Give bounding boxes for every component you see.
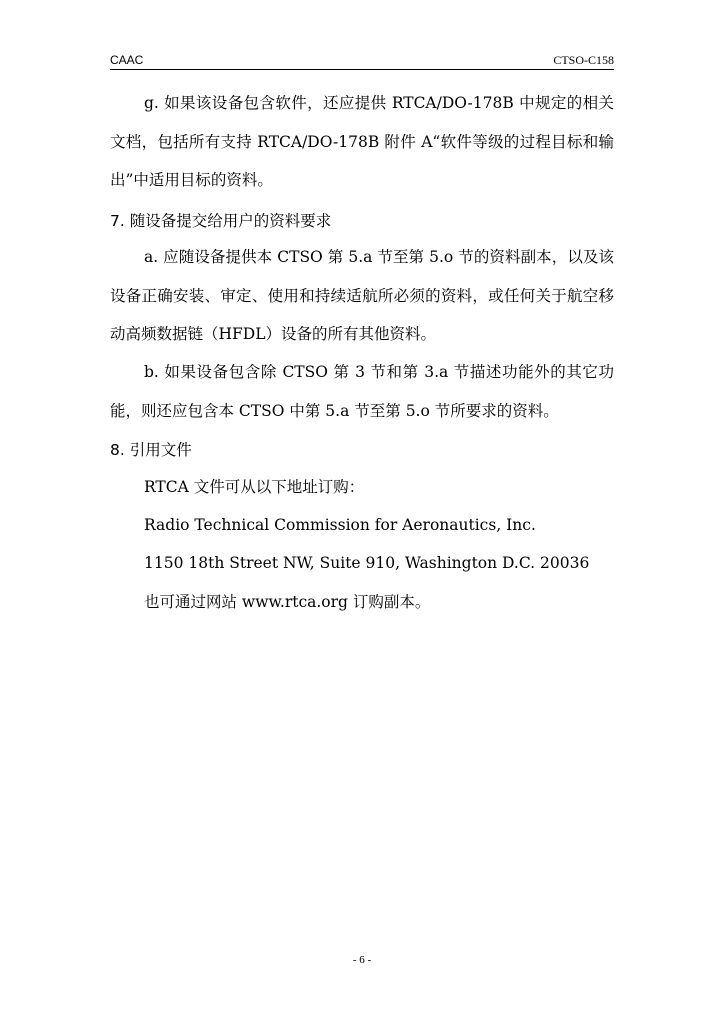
paragraph-7a: a. 应随设备提供本 CTSO 第 5.a 节至第 5.o 节的资料副本，以及该设备正确安装、审定、使用和持续适航所必须的资料，或任何关于航空移动高频数据链（HFDL）设备的所有其他资料。 (110, 248, 614, 343)
paragraph-6g: g. 如果该设备包含软件，还应提供 RTCA/DO-178B 中规定的相关文档，包括所有支持 RTCA/DO-178B 附件 A“软件等级的过程目标和输出”中适用目标的资料。 (110, 94, 614, 189)
reference-address: 1150 18th Street NW, Suite 910, Washington D.C. 20036 (144, 554, 590, 572)
header-divider (110, 69, 614, 70)
reference-organization: Radio Technical Commission for Aeronautics, Inc. (144, 516, 536, 534)
paragraph-7b: b. 如果设备包含除 CTSO 第 3 节和第 3.a 节描述功能外的其它功能，则还应包含本 CTSO 中第 5.a 节至第 5.o 节所要求的资料。 (110, 363, 614, 420)
section-7-heading: 7. 随设备提交给用户的资料要求 (110, 212, 332, 230)
reference-intro: RTCA 文件可从以下地址订购： (144, 478, 365, 496)
reference-website: 也可通过网站 www.rtca.org 订购副本。 (144, 593, 431, 611)
page-number: - 6 - (352, 954, 372, 966)
header-left-text: CAAC (110, 53, 144, 67)
section-8-heading: 8. 引用文件 (110, 441, 192, 459)
header-right-text: CTSO-C158 (553, 53, 614, 67)
